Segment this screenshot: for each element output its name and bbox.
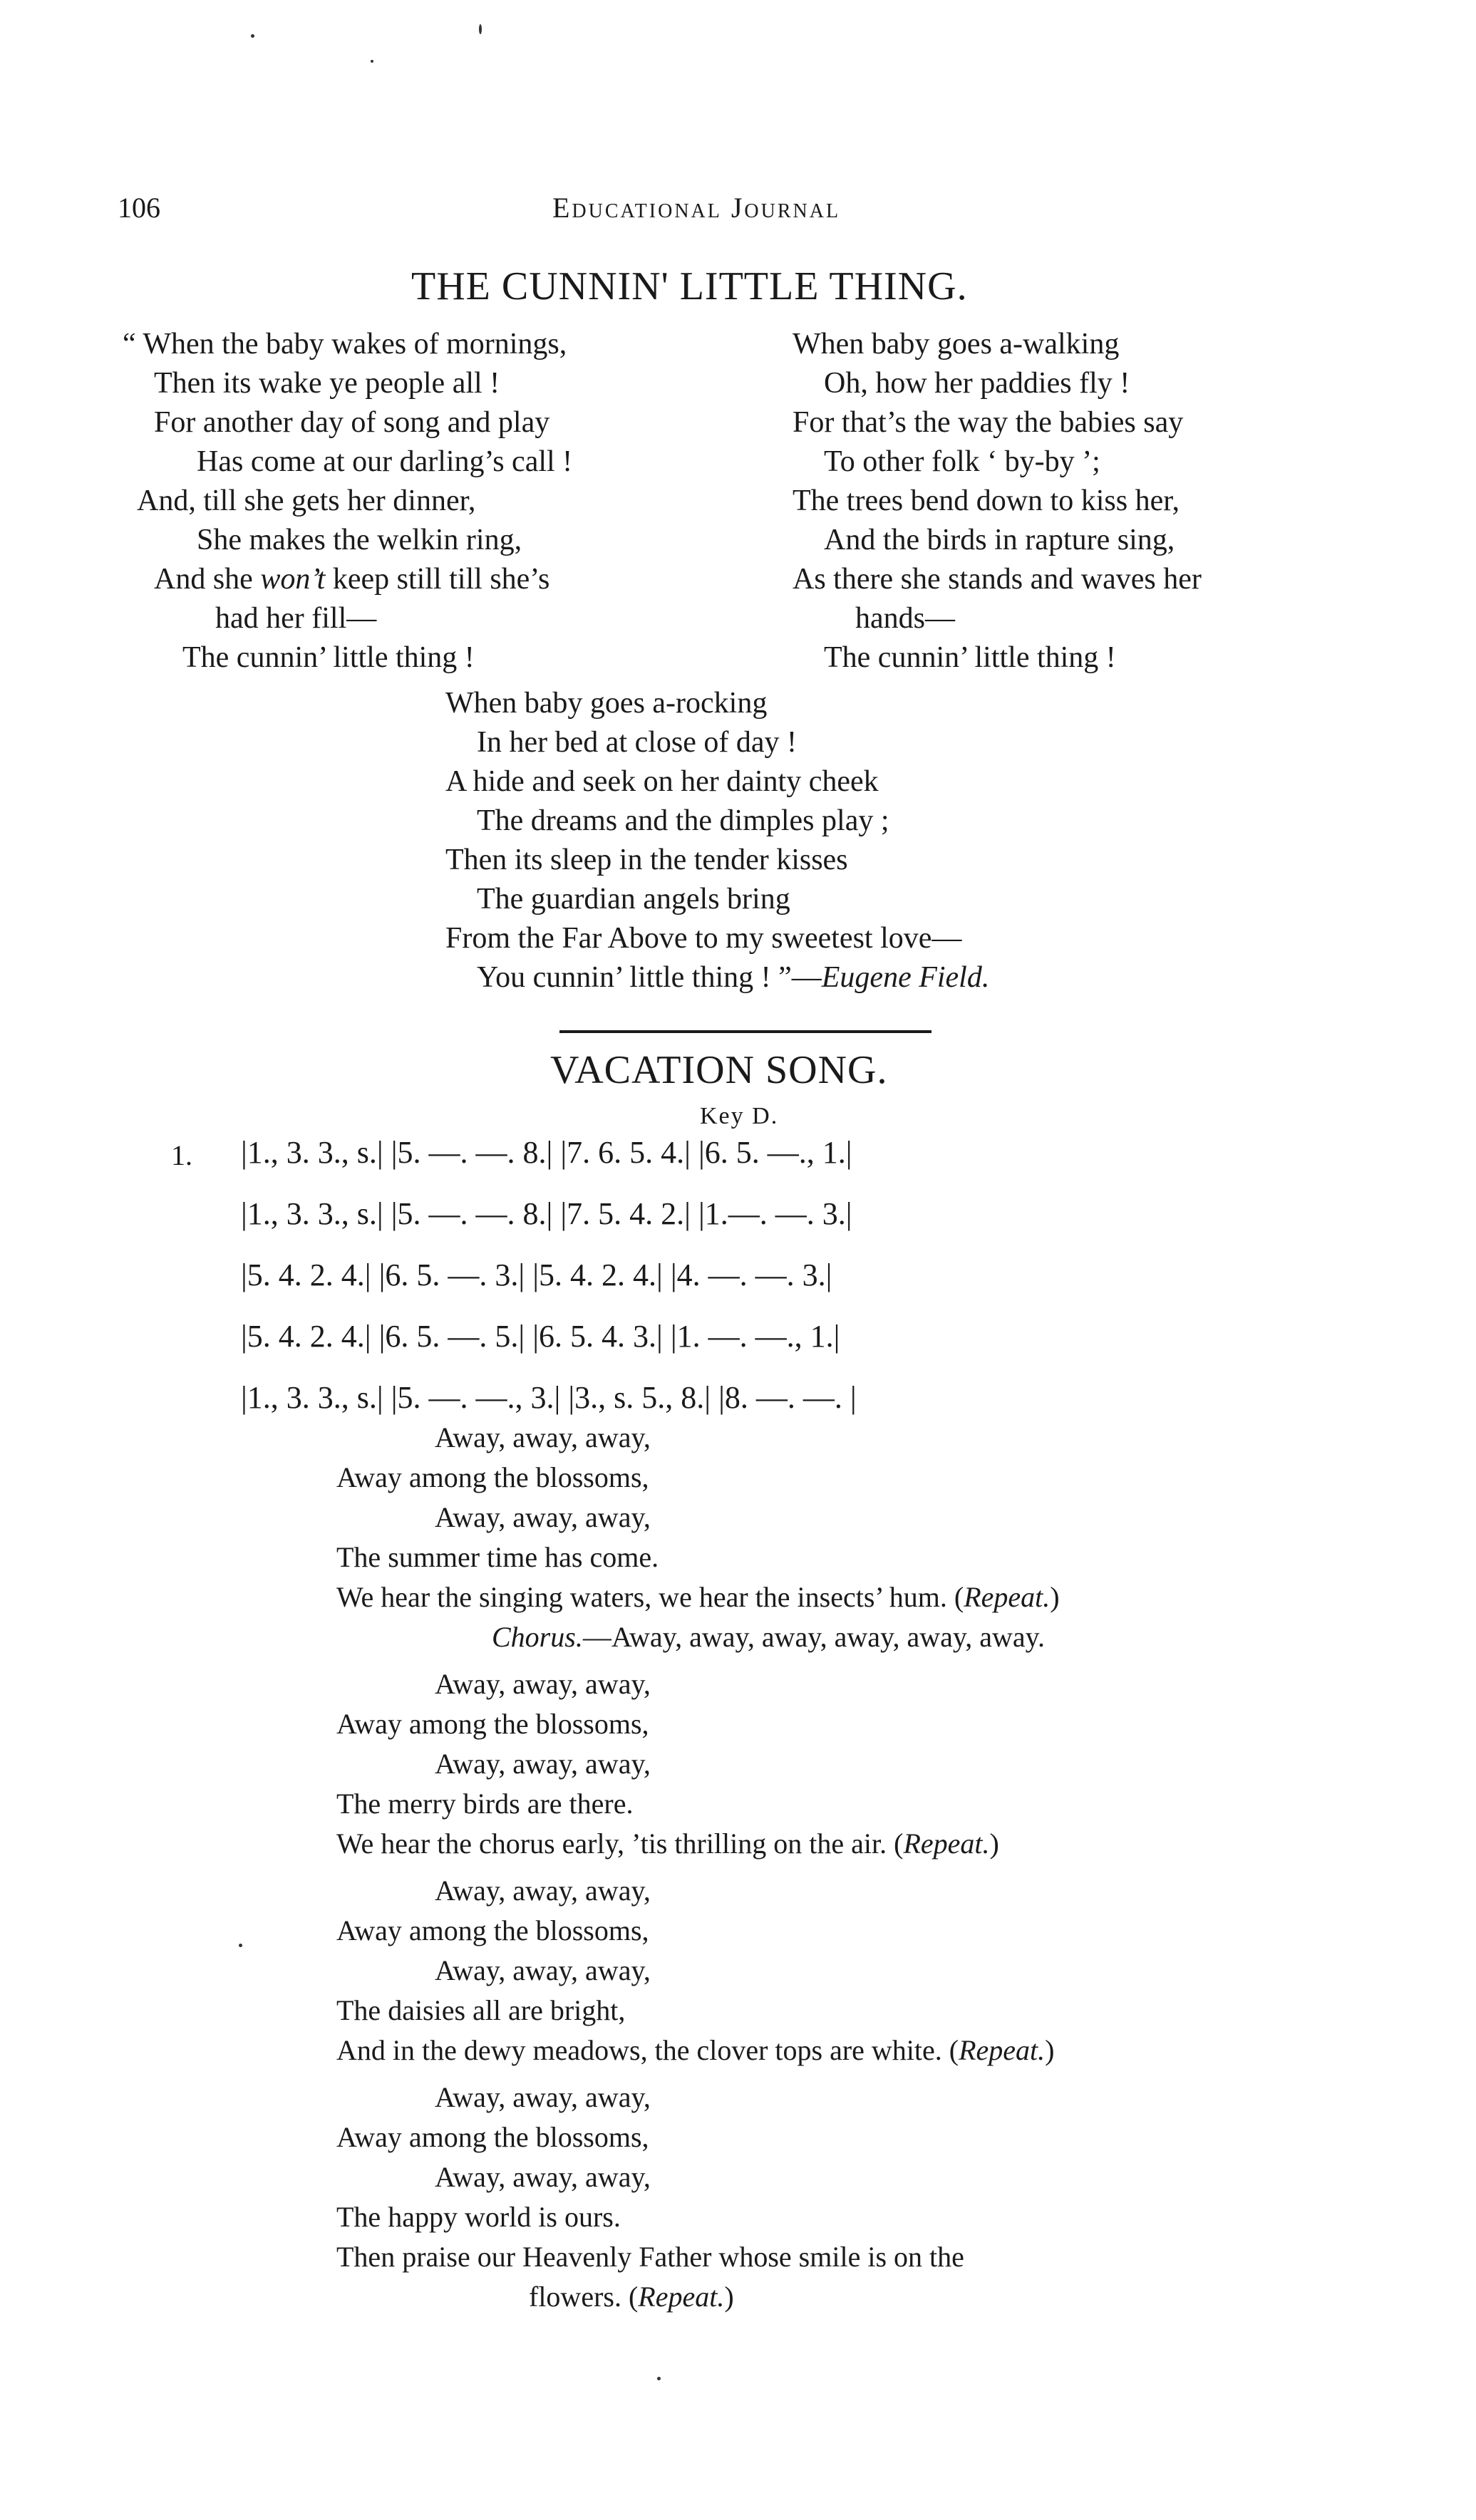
song-lyrics — [336, 1418, 1060, 2317]
song-key: Key D. — [700, 1103, 779, 1129]
scan-speck — [239, 1944, 242, 1947]
notation-row: |1., 3. 3., s.| |5. —. —., 3.| |3., s. 5., 8.| |8. —. —. | — [241, 1380, 857, 1415]
chorus-line: Chorus.—Away, away, away, away, away, away. — [492, 1621, 1046, 1653]
repeat-marker: Repeat. — [959, 2034, 1046, 2066]
poem-line: And, till she gets her dinner, — [137, 484, 476, 517]
lyric-line: Away among the blossoms, — [336, 1461, 649, 1493]
poem-line: She makes the welkin ring, — [197, 524, 522, 556]
poem-stanza-1 — [123, 325, 572, 678]
scan-speck — [479, 24, 482, 34]
poem-line: The trees bend down to kiss her, — [793, 484, 1180, 517]
lyric-line: Away among the blossoms, — [336, 1708, 649, 1740]
lyric-line: Away, away, away, — [435, 1421, 651, 1453]
lyric-line: The happy world is ours. — [336, 2201, 621, 2233]
lyric-line: And in the dewy meadows, the clover tops are white. (Repeat.) — [336, 2034, 1055, 2066]
section-divider — [559, 1030, 931, 1033]
notation-row: |1., 3. 3., s.| |5. —. —. 8.| |7. 5. 4. 2.| |1.—. —. 3.| — [241, 1196, 852, 1231]
lyric-line: We hear the singing waters, we hear the insects’ hum. (Repeat.) — [336, 1581, 1060, 1613]
repeat-marker: Repeat. — [964, 1581, 1051, 1613]
poem-line: Oh, how her paddies fly ! — [824, 367, 1130, 400]
song-title: VACATION SONG. — [550, 1048, 888, 1092]
lyric-line: Away, away, away, — [435, 1501, 651, 1533]
poem-line: The guardian angels bring — [477, 883, 790, 916]
poem-line: Then its wake ye people all ! — [154, 367, 500, 400]
poem-line: As there she stands and waves her — [793, 563, 1202, 596]
repeat-marker: Repeat. — [638, 2281, 725, 2313]
poem-line: From the Far Above to my sweetest love— — [445, 922, 962, 955]
notation-row: |5. 4. 2. 4.| |6. 5. —. 5.| |6. 5. 4. 3.| |1. —. —., 1.| — [241, 1319, 840, 1354]
poem-line: The cunnin’ little thing ! — [824, 641, 1116, 674]
poem-line: When baby goes a-walking — [793, 328, 1120, 361]
poem-line: For that’s the way the babies say — [793, 406, 1184, 439]
lyric-line: Away, away, away, — [435, 1668, 651, 1700]
scan-speck — [371, 60, 373, 63]
notation-row: |1., 3. 3., s.| |5. —. —. 8.| |7. 6. 5. 4.| |6. 5. —., 1.| — [241, 1135, 852, 1170]
author-name: Eugene Field. — [821, 961, 990, 994]
lyric-line: We hear the chorus early, ’tis thrilling on the air. (Repeat.) — [336, 1827, 999, 1860]
lyric-line: flowers. (Repeat.) — [529, 2281, 734, 2313]
poem-line: And she won’t keep still till she’s — [154, 563, 550, 596]
poem-line: Has come at our darling’s call ! — [197, 445, 573, 478]
page-number: 106 — [118, 192, 160, 224]
poem-line: For another day of song and play — [154, 406, 550, 439]
lyric-line: Away, away, away, — [435, 2161, 651, 2193]
poem-line: had her fill— — [215, 602, 377, 635]
poem-line: hands— — [855, 602, 955, 635]
notation-row: |5. 4. 2. 4.| |6. 5. —. 3.| |5. 4. 2. 4.| |4. —. —. 3.| — [241, 1258, 832, 1292]
poem-line: The dreams and the dimples play ; — [477, 804, 889, 837]
lyric-line: The summer time has come. — [336, 1541, 659, 1573]
poem-stanza-3 — [445, 684, 989, 997]
lyric-line: Away, away, away, — [435, 2081, 651, 2113]
poem-title: THE CUNNIN' LITTLE THING. — [411, 264, 968, 308]
poem-line: Then its sleep in the tender kisses — [445, 844, 848, 876]
lyric-line: Away, away, away, — [435, 1748, 651, 1780]
verse-number: 1. — [171, 1139, 192, 1171]
poem-line: “ When the baby wakes of mornings, — [123, 328, 567, 361]
scan-speck — [251, 34, 254, 38]
poem-line: A hide and seek on her dainty cheek — [445, 765, 879, 798]
lyric-line: The merry birds are there. — [336, 1788, 634, 1820]
lyric-line: Away, away, away, — [435, 1875, 651, 1907]
poem-line: When baby goes a-rocking — [445, 687, 768, 720]
chorus-label: Chorus. — [492, 1621, 583, 1653]
poem-line: To other folk ‘ by-by ’; — [824, 445, 1100, 478]
poem-stanza-2 — [793, 325, 1202, 678]
lyric-line: Then praise our Heavenly Father whose smile is on the — [336, 2241, 964, 2273]
lyric-line: Away among the blossoms, — [336, 1914, 649, 1946]
poem-line: In her bed at close of day ! — [477, 726, 797, 759]
poem-line: The cunnin’ little thing ! — [182, 641, 475, 674]
running-title: Educational Journal — [552, 192, 841, 224]
lyric-line: The daisies all are bright, — [336, 1994, 626, 2026]
poem-line: You cunnin’ little thing ! ”—Eugene Field. — [477, 961, 990, 994]
scan-speck — [657, 2377, 661, 2380]
lyric-line: Away, away, away, — [435, 1954, 651, 1986]
lyric-line: Away among the blossoms, — [336, 2121, 649, 2153]
poem-line: And the birds in rapture sing, — [824, 524, 1175, 556]
repeat-marker: Repeat. — [903, 1827, 990, 1860]
